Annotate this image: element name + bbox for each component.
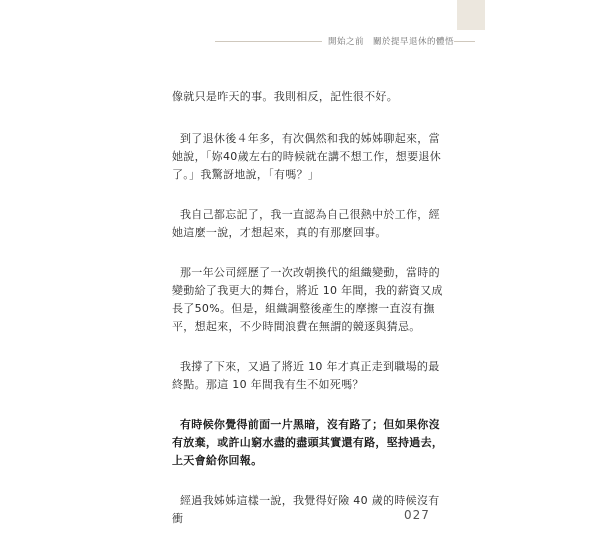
paragraph-7-text: 經過我姊姊這樣一說，我覺得好險 40 歲的時候沒有衝 xyxy=(172,494,440,525)
paragraph-2 xyxy=(172,130,444,184)
paragraph-2-text: 到了退休後４年多，有次偶然和我的姊姊聊起來，當她說，「妳40歲左右的時候就在講不想工作，想要退休了。」我驚訝地說，「有嗎？」 xyxy=(172,132,441,181)
paragraph-3 xyxy=(172,206,444,242)
paragraph-4 xyxy=(172,264,444,336)
corner-tab xyxy=(457,0,485,30)
emphasis-paragraph xyxy=(172,416,444,470)
running-head: 開始之前 關於提早退休的體悟 xyxy=(322,35,454,47)
paragraph-5 xyxy=(172,358,444,394)
page-number: 027 xyxy=(404,508,430,522)
paragraph-3-text: 我自己都忘記了，我一直認為自己很熱中於工作，經她這麼一說，才想起來，真的有那麼回事。 xyxy=(172,208,440,239)
emphasis-paragraph-text: 有時候你覺得前面一片黑暗，沒有路了；但如果你沒有放棄，或許山窮水盡的盡頭其實還有路，堅持過去，上天會給你回報。 xyxy=(172,418,444,467)
paragraph-5-text: 我撐了下來，又過了將近 10 年才真正走到職場的最終點。那這 10 年間我有生不如死嗎？ xyxy=(172,360,440,391)
paragraph-4-text: 那一年公司經歷了一次改朝換代的組織變動，當時的變動給了我更大的舞台，將近 10 年間，我的薪資又成長了50%。但是，組織調整後產生的摩擦一直沒有撫平，想起來，不少時間浪費在無謂的競逐與猜忌。 xyxy=(172,266,443,333)
body-text xyxy=(172,88,444,550)
paragraph-1: 像就只是昨天的事。我則相反，記性很不好。 xyxy=(172,90,398,103)
